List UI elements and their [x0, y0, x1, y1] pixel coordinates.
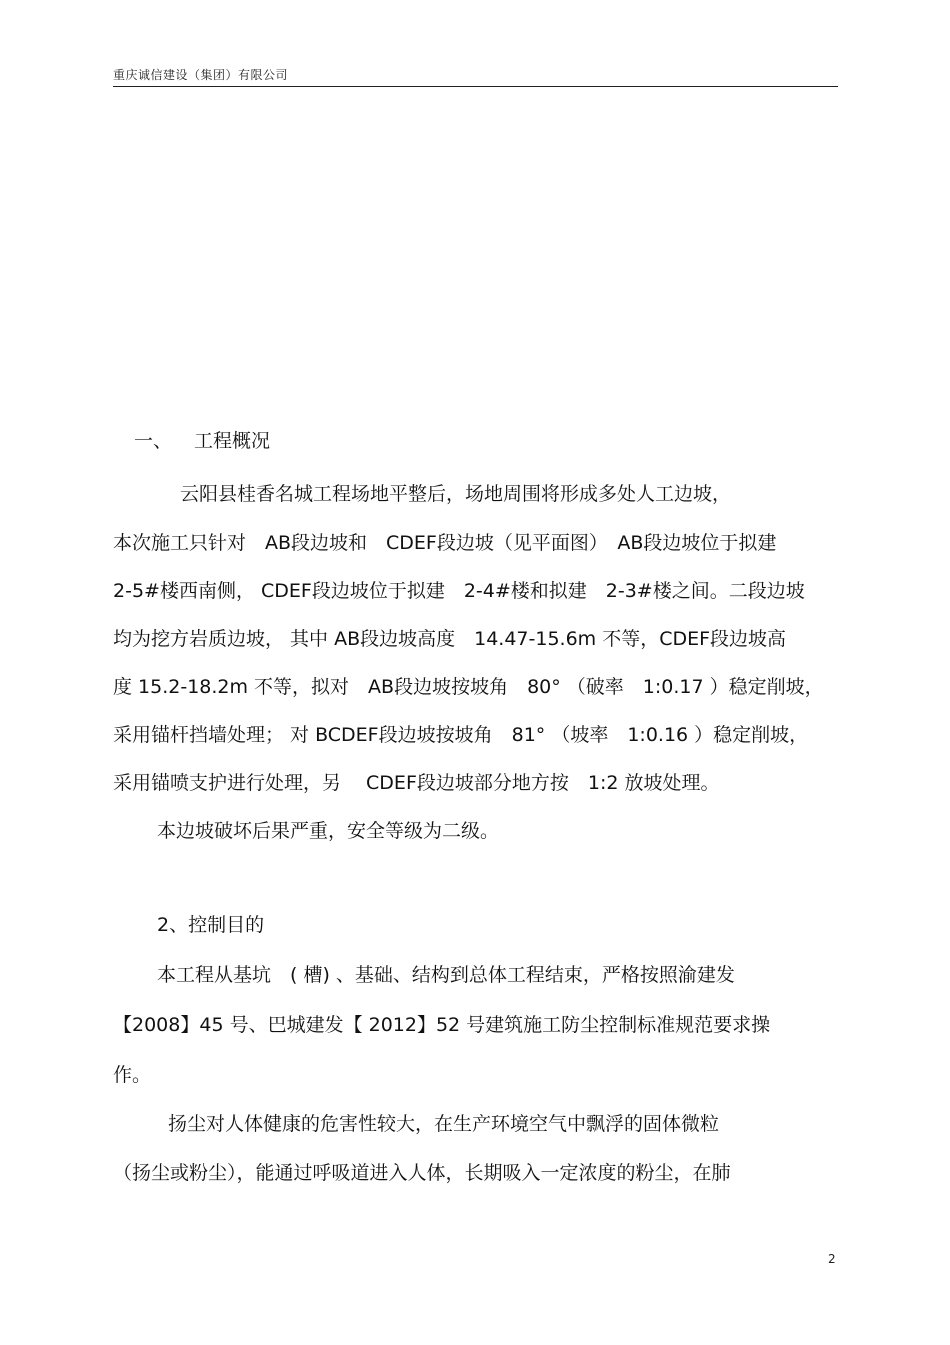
section-2-paragraph-line: 本工程从基坑 ( 槽) 、基础、结构到总体工程结束，严格按照渝建发	[157, 964, 735, 986]
section-1-heading	[134, 429, 270, 453]
section-1-number: 一、	[134, 430, 173, 452]
section-1-paragraph-line: 采用锚杆挡墙处理； 对 BCDEF段边坡按坡角 81° （坡率 1:0.16 ）稳定削坡，	[113, 724, 809, 746]
section-1-paragraph-line: 2-5#楼西南侧， CDEF段边坡位于拟建 2-4#楼和拟建 2-3#楼之间。二段边坡	[113, 580, 805, 602]
section-2-paragraph-line: 作。	[113, 1064, 152, 1086]
section-1-paragraph-line: 均为挖方岩质边坡， 其中 AB段边坡高度 14.47-15.6m 不等，CDEF段边坡高	[113, 628, 787, 650]
section-1-paragraph-line: 度 15.2-18.2m 不等，拟对 AB段边坡按坡角 80° （破率 1:0.17 ）稳定削坡，	[113, 676, 824, 698]
section-2-paragraph-line: 【2008】45 号、巴城建发【 2012】52 号建筑施工防尘控制标准规范要求操	[113, 1014, 771, 1036]
page-number: 2	[828, 1252, 836, 1266]
section-1-paragraph-line: 本边坡破坏后果严重，安全等级为二级。	[157, 820, 500, 842]
section-1-paragraph-line: 云阳县桂香名城工程场地平整后，场地周围将形成多处人工边坡，	[180, 483, 732, 505]
section-1-paragraph-line: 本次施工只针对 AB段边坡和 CDEF段边坡（见平面图） AB段边坡位于拟建	[113, 532, 777, 554]
section-2-heading: 2、控制目的	[157, 914, 265, 936]
header-rule	[113, 86, 838, 87]
section-1-paragraph-line: 采用锚喷支护进行处理，另 CDEF段边坡部分地方按 1:2 放坡处理。	[113, 772, 720, 794]
section-2-paragraph-line: （扬尘或粉尘），能通过呼吸道进入人体，长期吸入一定浓度的粉尘，在肺	[113, 1162, 731, 1184]
section-2-paragraph-line: 扬尘对人体健康的危害性较大，在生产环境空气中飘浮的固体微粒	[168, 1113, 720, 1135]
page-header-company: 重庆诚信建设（集团）有限公司	[113, 68, 289, 82]
section-1-title: 工程概况	[194, 430, 271, 452]
